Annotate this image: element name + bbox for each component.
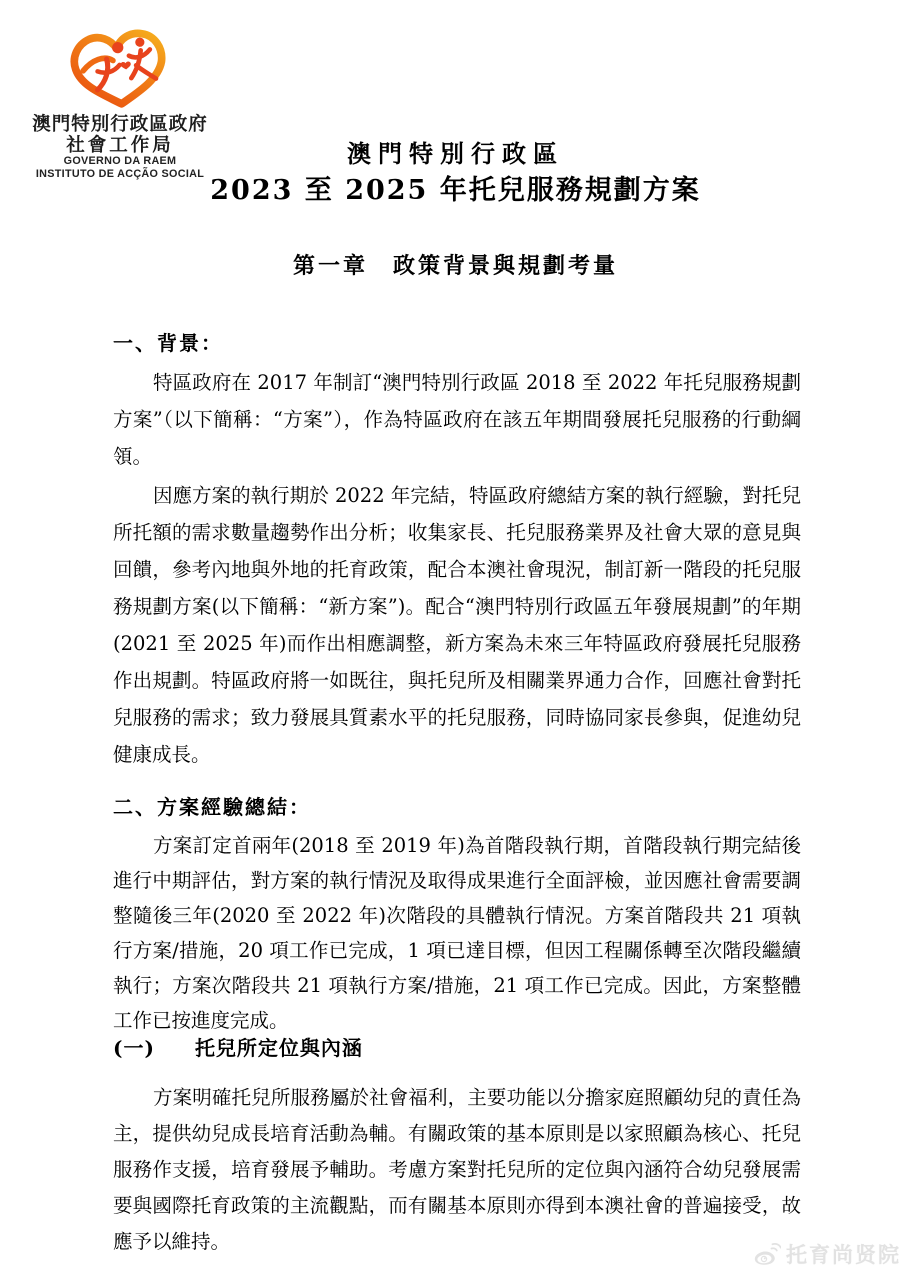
org-name-zh-line2: 社會工作局 <box>66 133 174 155</box>
org-name-pt-line1: GOVERNO DA RAEM <box>63 155 177 168</box>
subsection-1-paragraph-1: 方案明確托兒所服務屬於社會福利，主要功能以分擔家庭照顧幼兒的責任為主，提供幼兒成長培育活動為輔。有關政策的基本原則是以家照顧為核心、托兒服務作支援，培育發展予輔助。考慮方案對托兒所的定位與內涵符合幼兒發展需要與國際托育政策的主流觀點，而有關基本原則亦得到本澳社會的普遍接受，故應予以維持。 <box>113 1086 801 1253</box>
document-title-line1: 澳門特別行政區 <box>347 139 564 168</box>
heart-figures-icon <box>68 26 172 110</box>
section-2-paragraph-1: 方案訂定首兩年(2018 至 2019 年)為首階段執行期，首階段執行期完結後進行中期評估，對方案的執行情況及取得成果進行全面評檢，並因應社會需要調整隨後三年(2020 至 2022 年)次階段的具體執行情況。方案首階段共 21 項執行方案/措施，20 項工作已完成，1 項已達目標，但因工程關係轉至次階段繼續執行；方案次階段共 21 項執行方案/措施，21 項工作已完成。因此，方案整體工作已按進度完成。 <box>113 834 801 1032</box>
section-2-heading: 二、方案經驗總結： <box>113 795 311 819</box>
chapter-heading: 第一章 政策背景與規劃考量 <box>292 253 618 279</box>
section-1-paragraph-2: 因應方案的執行期於 2022 年完結，特區政府總結方案的執行經驗，對托兒所托額的需求數量趨勢作出分析；收集家長、托兒服務業界及社會大眾的意見與回饋，參考內地與外地的托育政策，配合本澳社會現況，制訂新一階段的托兒服務規劃方案(以下簡稱：“新方案”)。配合“澳門特別行政區五年發展規劃”的年期(2021 至 2025 年)而作出相應調整，新方案為未來三年特區政府發展托兒服務作出規劃。特區政府將一如既往，與托兒所及相關業界通力合作，回應社會對托兒服務的需求；致力發展具質素水平的托兒服務，同時協同家長參與，促進幼兒健康成長。 <box>113 484 801 766</box>
subsection-1-label: (一) <box>113 1036 155 1060</box>
watermark-text: 托育尚贤院 <box>786 1244 901 1267</box>
subsection-1-title: 托兒所定位與內涵 <box>194 1036 363 1060</box>
org-name-pt-line2: INSTITUTO DE ACÇÃO SOCIAL <box>35 168 205 181</box>
document-title-line2: 2023 至 2025 年托兒服務規劃方案 <box>210 175 701 206</box>
subsection-1-heading <box>113 1032 801 1061</box>
org-name-zh-line1: 澳門特別行政區政府 <box>32 113 208 134</box>
section-1-heading: 一、背景： <box>113 331 223 355</box>
weibo-icon <box>753 1242 781 1266</box>
watermark <box>753 1239 901 1269</box>
section-1-paragraph-1: 特區政府在 2017 年制訂“澳門特別行政區 2018 至 2022 年托兒服務規劃方案”（以下簡稱：“方案”），作為特區政府在該五年期間發展托兒服務的行動綱領。 <box>113 371 801 468</box>
